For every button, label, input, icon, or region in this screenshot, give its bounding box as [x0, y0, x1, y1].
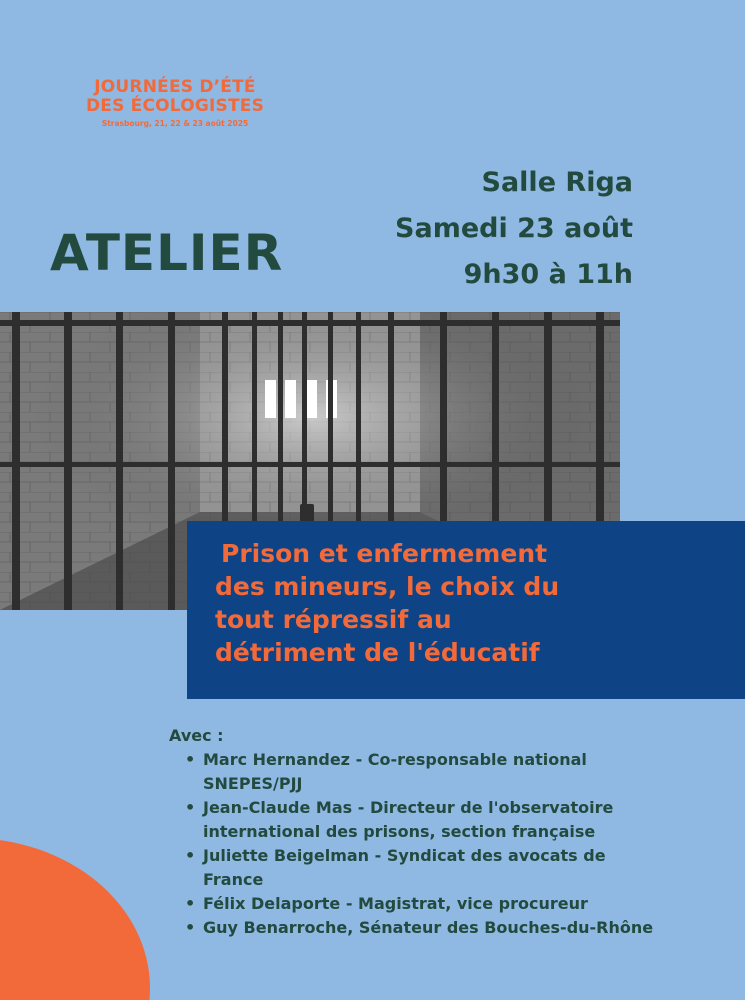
bullet-icon: • — [185, 750, 196, 769]
speaker-line: SNEPES/PJJ — [203, 774, 303, 793]
speaker-item — [185, 916, 729, 940]
speaker-item — [185, 748, 729, 796]
event-room: Salle Riga — [481, 167, 633, 198]
speaker-line: Félix Delaporte - Magistrat, vice procureur — [203, 894, 588, 913]
event-date: Samedi 23 août — [395, 213, 633, 244]
logo-line-1: JOURNÉES D’ÉTÉ — [94, 77, 256, 97]
orange-blob-decoration — [0, 838, 150, 1000]
event-details — [395, 160, 633, 298]
atelier-heading: ATELIER — [50, 224, 284, 282]
logo-subtitle: Strasbourg, 21, 22 & 23 août 2025 — [101, 119, 249, 128]
speakers-list — [169, 748, 729, 940]
speakers-section — [169, 724, 729, 940]
workshop-title-box — [187, 521, 745, 699]
workshop-title-line-1: Prison et enfermement — [221, 539, 548, 568]
workshop-title-line-3: tout répressif au — [215, 605, 452, 634]
speaker-line: Jean-Claude Mas - Directeur de l'observatoire — [203, 798, 614, 817]
speaker-item — [185, 796, 729, 844]
bullet-icon: • — [185, 894, 196, 913]
speaker-item — [185, 844, 729, 892]
event-logo — [60, 78, 290, 128]
speaker-line: international des prisons, section française — [203, 822, 596, 841]
bullet-icon: • — [185, 798, 196, 817]
speaker-line: Guy Benarroche, Sénateur des Bouches-du-Rhône — [203, 918, 654, 937]
bullet-icon: • — [185, 846, 196, 865]
logo-line-2: DES ÉCOLOGISTES — [85, 96, 265, 116]
workshop-title-line-2: des mineurs, le choix du — [215, 572, 560, 601]
bullet-icon: • — [185, 918, 196, 937]
speaker-line: France — [203, 870, 264, 889]
event-time: 9h30 à 11h — [463, 259, 633, 290]
speaker-item — [185, 892, 729, 916]
speakers-intro: Avec : — [169, 726, 224, 745]
workshop-title-line-4: détriment de l'éducatif — [215, 638, 540, 667]
speaker-line: Marc Hernandez - Co-responsable national — [203, 750, 587, 769]
speaker-line: Juliette Beigelman - Syndicat des avocats de — [203, 846, 606, 865]
